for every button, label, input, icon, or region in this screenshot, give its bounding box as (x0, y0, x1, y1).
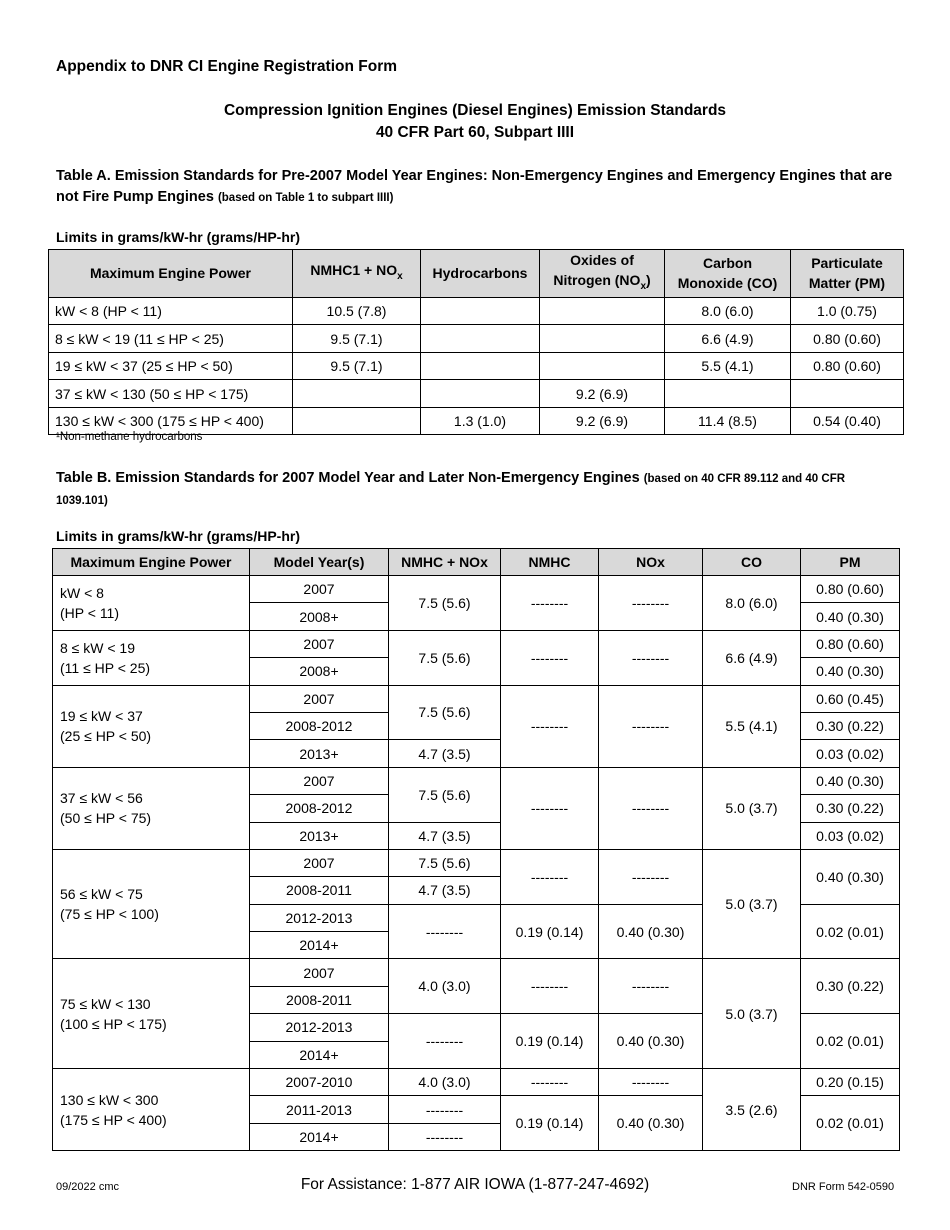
cell: -------- (389, 1123, 501, 1150)
cell: 7.5 (5.6) (389, 630, 501, 685)
table-row (49, 297, 904, 325)
header-nox: NOx (599, 549, 703, 576)
cell: 3.5 (2.6) (703, 1069, 801, 1151)
cell (293, 407, 421, 435)
table-row (53, 849, 900, 876)
header-model-years: Model Year(s) (250, 549, 389, 576)
cell: 0.03 (0.02) (801, 740, 900, 767)
cell: 11.4 (8.5) (665, 407, 791, 435)
cell: 2014+ (250, 1123, 389, 1150)
cell: 5.5 (4.1) (703, 685, 801, 767)
table-row (53, 685, 900, 712)
header-pm: Particulate Matter (PM) (791, 250, 904, 298)
footer-assistance: For Assistance: 1-877 AIR IOWA (1-877-247-4692) (300, 1176, 650, 1193)
cell: 4.7 (3.5) (389, 877, 501, 904)
cell: 2013+ (250, 822, 389, 849)
cell: 2008+ (250, 658, 389, 685)
cell: 0.02 (0.01) (801, 1096, 900, 1151)
cell: 2008+ (250, 603, 389, 630)
header-nmhc-nox: NMHC + NOx (389, 549, 501, 576)
cell: kW < 8 (HP < 11) (49, 297, 293, 325)
cell: 6.6 (4.9) (703, 630, 801, 685)
cell: 0.30 (0.22) (801, 959, 900, 1014)
cell: 2014+ (250, 1041, 389, 1068)
table-row (49, 325, 904, 353)
cell: 2012-2013 (250, 1014, 389, 1041)
cell: 2007 (250, 630, 389, 657)
cell: -------- (599, 630, 703, 685)
cell: 9.2 (6.9) (540, 407, 665, 435)
table-b-heading-note: (based on 40 CFR 89.112 and 40 CFR 1039.101) (56, 473, 846, 507)
table-row (53, 1069, 900, 1096)
cell: 7.5 (5.6) (389, 576, 501, 631)
cell (421, 325, 540, 353)
cell: 7.5 (5.6) (389, 685, 501, 740)
cell: 7.5 (5.6) (389, 849, 501, 876)
cell (421, 297, 540, 325)
table-row (49, 380, 904, 408)
cell: 0.80 (0.60) (791, 325, 904, 353)
cell: 8 ≤ kW < 19 (11 ≤ HP < 25) (49, 325, 293, 353)
cell: -------- (389, 1014, 501, 1069)
cell: 10.5 (7.8) (293, 297, 421, 325)
cell: -------- (599, 576, 703, 631)
cell: 0.54 (0.40) (791, 407, 904, 435)
cell: -------- (501, 767, 599, 849)
footer-form-number: DNR Form 542-0590 (792, 1181, 895, 1193)
cell: 2007 (250, 959, 389, 986)
table-row (49, 352, 904, 380)
cell: 2007 (250, 576, 389, 603)
cell: -------- (501, 630, 599, 685)
table-b-heading (56, 468, 896, 512)
cell: 2012-2013 (250, 904, 389, 931)
footer-date: 09/2022 cmc (56, 1181, 119, 1193)
cell: 0.19 (0.14) (501, 1014, 599, 1069)
cell: 2007-2010 (250, 1069, 389, 1096)
header-nmhc-nox: NMHC1 + $NO_x$ (293, 250, 421, 298)
table-b (52, 548, 900, 1151)
cell: 2007 (250, 685, 389, 712)
cell: 0.40 (0.30) (599, 1096, 703, 1151)
cell: -------- (501, 576, 599, 631)
cell: 19 ≤ kW < 37 (25 ≤ HP < 50) (49, 352, 293, 380)
cell: 0.40 (0.30) (801, 767, 900, 794)
cell: -------- (501, 959, 599, 1014)
cell: 0.40 (0.30) (599, 1014, 703, 1069)
cell: 37 ≤ kW < 130 (50 ≤ HP < 175) (49, 380, 293, 408)
cell: 4.7 (3.5) (389, 822, 501, 849)
document-title: Compression Ignition Engines (Diesel Engines) Emission Standards (223, 102, 727, 119)
cell: 0.80 (0.60) (801, 630, 900, 657)
cell: 4.0 (3.0) (389, 959, 501, 1014)
table-a (48, 249, 904, 435)
cell: 5.0 (3.7) (703, 767, 801, 849)
cell (791, 380, 904, 408)
cell: 5.0 (3.7) (703, 959, 801, 1069)
cell: -------- (389, 1096, 501, 1123)
table-row (53, 630, 900, 657)
cell: 7.5 (5.6) (389, 767, 501, 822)
cell: 9.2 (6.9) (540, 380, 665, 408)
table-b-header-row (53, 549, 900, 576)
cell: 0.40 (0.30) (801, 658, 900, 685)
cell: 2013+ (250, 740, 389, 767)
header-co: CO (703, 549, 801, 576)
cell (421, 380, 540, 408)
cell: 0.30 (0.22) (801, 712, 900, 739)
table-b-limits-label: Limits in grams/kW-hr (grams/HP-hr) (56, 528, 300, 544)
header-pm: PM (801, 549, 900, 576)
cell: -------- (599, 1069, 703, 1096)
table-a-footnote: ¹Non-methane hydrocarbons (56, 431, 203, 443)
cell: 0.40 (0.30) (801, 603, 900, 630)
cell: 0.80 (0.60) (791, 352, 904, 380)
cell (540, 352, 665, 380)
cell: 0.30 (0.22) (801, 795, 900, 822)
cell: 4.7 (3.5) (389, 740, 501, 767)
cell: -------- (599, 959, 703, 1014)
table-a-heading (56, 166, 896, 209)
cell: 130 ≤ kW < 300 (175 ≤ HP < 400) (49, 407, 293, 435)
cell (293, 380, 421, 408)
cell: 0.02 (0.01) (801, 904, 900, 959)
cell: 1.0 (0.75) (791, 297, 904, 325)
cell: 0.20 (0.15) (801, 1069, 900, 1096)
cell: 2008-2012 (250, 712, 389, 739)
cell: -------- (389, 904, 501, 959)
cell: 0.19 (0.14) (501, 904, 599, 959)
header-co: Carbon Monoxide (CO) (665, 250, 791, 298)
cell: -------- (501, 1069, 599, 1096)
header-hydrocarbons: Hydrocarbons (421, 250, 540, 298)
power-cell: kW < 8 (HP < 11) (53, 576, 250, 631)
document-subtitle: 40 CFR Part 60, Subpart IIII (375, 124, 575, 141)
cell: 9.5 (7.1) (293, 352, 421, 380)
cell: 2011-2013 (250, 1096, 389, 1123)
table-a-header-row (49, 250, 904, 298)
table-b-heading-text: Table B. Emission Standards for 2007 Model Year and Later Non-Emergency Engines (56, 470, 640, 486)
power-cell: 8 ≤ kW < 19 (11 ≤ HP < 25) (53, 630, 250, 685)
cell: 8.0 (6.0) (703, 576, 801, 631)
cell: -------- (599, 685, 703, 767)
table-a-heading-note: (based on Table 1 to subpart IIII) (217, 192, 394, 204)
cell: 0.40 (0.30) (801, 849, 900, 904)
cell (421, 352, 540, 380)
cell: 2007 (250, 767, 389, 794)
power-cell: 75 ≤ kW < 130 (100 ≤ HP < 175) (53, 959, 250, 1069)
cell: -------- (599, 767, 703, 849)
cell: 4.0 (3.0) (389, 1069, 501, 1096)
cell: 0.80 (0.60) (801, 576, 900, 603)
cell (665, 380, 791, 408)
header-max-power: Maximum Engine Power (49, 250, 293, 298)
appendix-title: Appendix to DNR CI Engine Registration Form (56, 58, 398, 75)
header-nmhc: NMHC (501, 549, 599, 576)
cell: 5.5 (4.1) (665, 352, 791, 380)
cell: 2008-2011 (250, 877, 389, 904)
power-cell: 37 ≤ kW < 56 (50 ≤ HP < 75) (53, 767, 250, 849)
cell (540, 297, 665, 325)
header-max-power: Maximum Engine Power (53, 549, 250, 576)
power-cell: 130 ≤ kW < 300 (175 ≤ HP < 400) (53, 1069, 250, 1151)
table-a-limits-label: Limits in grams/kW-hr (grams/HP-hr) (56, 229, 300, 245)
cell: -------- (599, 849, 703, 904)
cell: 1.3 (1.0) (421, 407, 540, 435)
power-cell: 19 ≤ kW < 37 (25 ≤ HP < 50) (53, 685, 250, 767)
cell: 0.40 (0.30) (599, 904, 703, 959)
cell: 5.0 (3.7) (703, 849, 801, 959)
cell: 0.03 (0.02) (801, 822, 900, 849)
cell: -------- (501, 685, 599, 767)
cell: 9.5 (7.1) (293, 325, 421, 353)
table-row (53, 959, 900, 986)
cell: 6.6 (4.9) (665, 325, 791, 353)
cell: 2014+ (250, 932, 389, 959)
cell: 0.60 (0.45) (801, 685, 900, 712)
table-row (53, 767, 900, 794)
cell (540, 325, 665, 353)
cell: 2008-2011 (250, 986, 389, 1013)
cell: 2008-2012 (250, 795, 389, 822)
power-cell: 56 ≤ kW < 75 (75 ≤ HP < 100) (53, 849, 250, 959)
cell: 0.02 (0.01) (801, 1014, 900, 1069)
table-row (53, 576, 900, 603)
cell: 8.0 (6.0) (665, 297, 791, 325)
cell: -------- (501, 849, 599, 904)
cell: 2007 (250, 849, 389, 876)
cell: 0.19 (0.14) (501, 1096, 599, 1151)
header-nox: Oxides of Nitrogen $(NO_x)$ (540, 250, 665, 298)
table-a-heading-text: Table A. Emission Standards for Pre-2007 Model Year Engines: Non-Emergency Engines and Emergency Engines that are not Fire Pump Engines (56, 168, 893, 205)
